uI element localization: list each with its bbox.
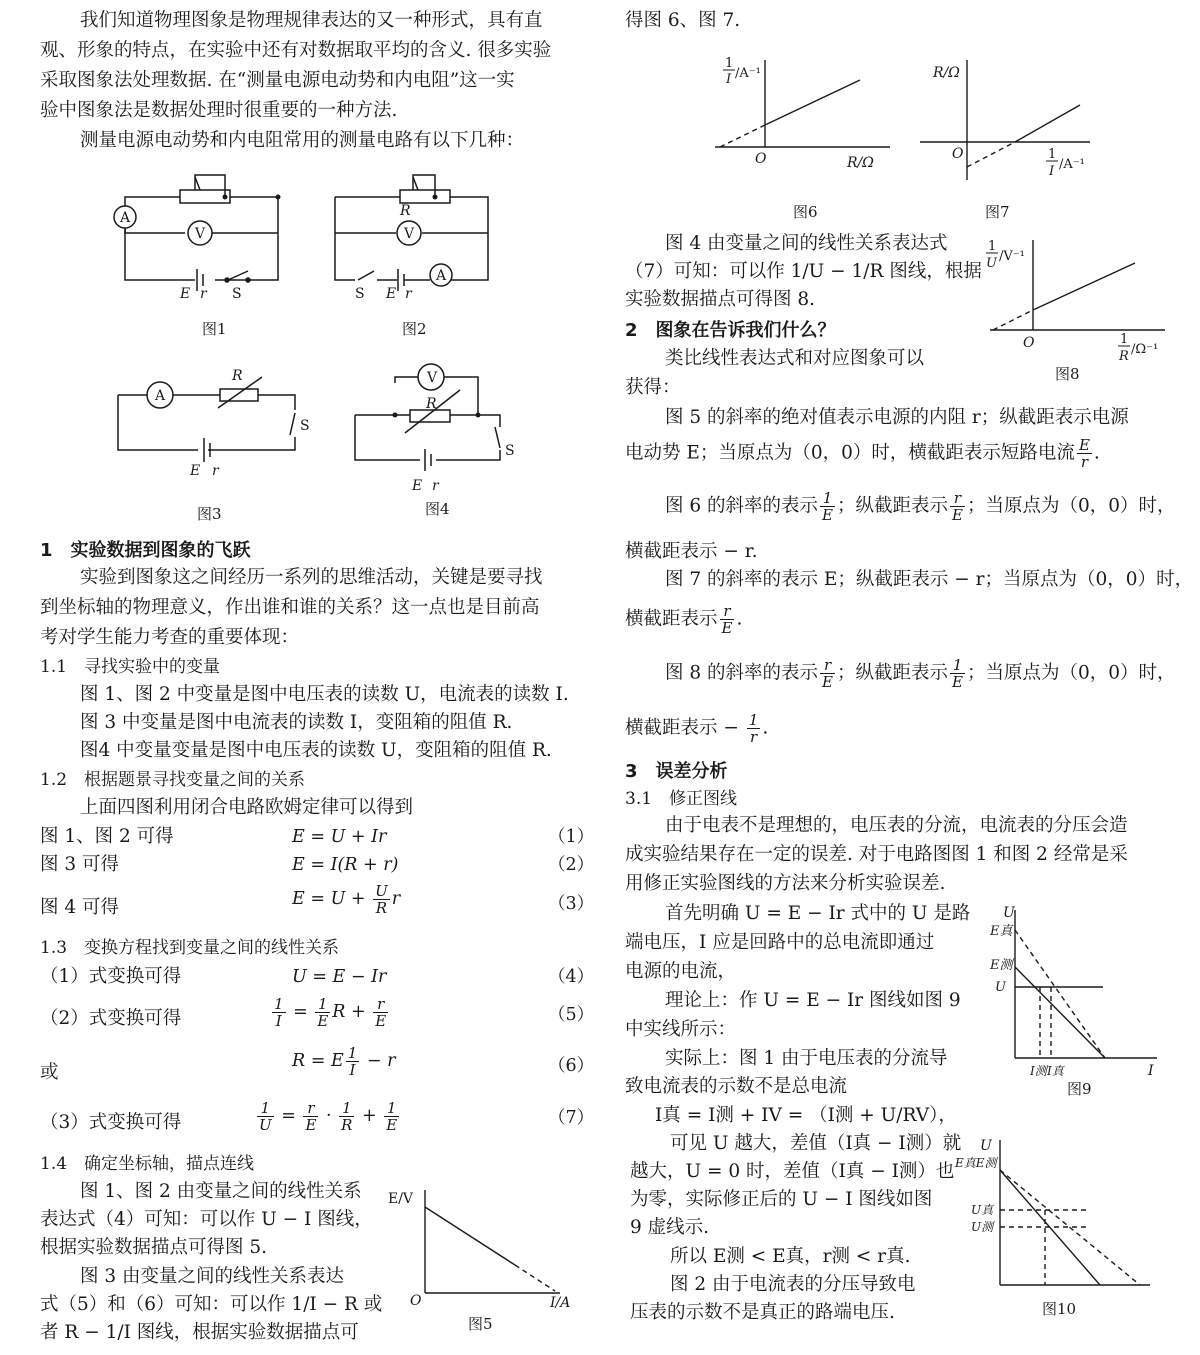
fig10-ylabel: U xyxy=(980,1138,992,1154)
svg-text:r: r xyxy=(200,286,207,302)
fig6-origin: O xyxy=(755,151,767,167)
svg-text:1: 1 xyxy=(988,239,997,254)
caption-fig6: 图6 xyxy=(793,203,818,221)
fig5-xlabel: I/A xyxy=(550,1295,571,1311)
svg-text:r: r xyxy=(405,286,412,302)
eq6-number: （6） xyxy=(548,1056,595,1076)
eq3: E = U + $\frac{U}{R}$ r xyxy=(292,882,401,917)
p9-line-7: 致电流表的示数不是总电流 xyxy=(625,1076,848,1097)
section-1-3-title: 1.3 变换方程找到变量之间的线性关系 xyxy=(40,938,340,958)
graph-fig10 xyxy=(955,1135,1155,1295)
eq7-number: （7） xyxy=(548,1108,595,1128)
eq5: $\frac{1}{I}$ = $\frac{1}{E}$ R + $\frac{r}{E}$ xyxy=(274,995,387,1030)
fig5-meaning-1: 图 5 的斜率的绝对值表示电源的内阻 r；纵截距表示电源 xyxy=(665,407,1129,428)
s2-line-1: 类比线性表达式和对应图象可以 xyxy=(665,348,925,369)
fig8-meaning-1: 图 8 的斜率的表示 $\frac{r}{E}$ ；纵截距表示 $\frac{1}{E}$ ；当原点为（0，0）时， xyxy=(665,656,1176,691)
eq3-number: （3） xyxy=(548,894,595,914)
fig6-meaning-2: 横截距表示 − r. xyxy=(625,541,758,562)
fig9-e-true: E真 xyxy=(990,924,1013,939)
svg-text:1: 1 xyxy=(1120,332,1129,347)
p9-line-8: I真 = I测 + IV = （I测 + U/RV）， xyxy=(655,1105,957,1126)
s14-line-5: 式（5）和（6）可知：可以作 1/I − R 或 xyxy=(40,1294,383,1315)
s31-line-3: 用修正实验图线的方法来分析实验误差. xyxy=(625,873,946,894)
p1-line-2: （7）可知：可以作 1/U − 1/R 图线，根据 xyxy=(625,261,982,282)
fig8-xlabel: /Ω⁻¹ xyxy=(1131,342,1159,357)
caption-fig8: 图8 xyxy=(1055,365,1080,383)
svg-text:E: E xyxy=(190,463,201,479)
fig5-origin: O xyxy=(410,1293,422,1309)
s14-line-2: 表达式（4）可知：可以作 U − I 图线， xyxy=(40,1209,373,1230)
intro-line-2: 观、形象的特点，在实验中还有对数据取平均的含义. 很多实验 xyxy=(40,40,552,61)
p9-line-5: 中实线所示： xyxy=(625,1019,737,1040)
right-top-line: 得图 6、图 7. xyxy=(625,10,741,31)
svg-text:U: U xyxy=(986,256,997,271)
eq5-label: （2）式变换可得 xyxy=(40,1008,182,1029)
s11-line-2: 图 3 中变量是图中电流表的读数 I，变阻箱的阻值 R. xyxy=(80,712,513,733)
caption-fig9: 图9 xyxy=(1067,1080,1092,1098)
caption-fig5: 图5 xyxy=(468,1315,493,1333)
fig8-origin: O xyxy=(1023,335,1035,351)
p1-line-1: 图 4 由变量之间的线性关系表达式 xyxy=(665,233,948,254)
p9-line-15: 压表的示数不是真正的路端电压. xyxy=(630,1302,895,1323)
p9-line-14: 图 2 由于电流表的分压导致电 xyxy=(670,1274,916,1295)
caption-fig7: 图7 xyxy=(985,203,1010,221)
svg-text:R: R xyxy=(232,368,243,384)
svg-text:S: S xyxy=(505,443,515,459)
graph-fig9 xyxy=(985,905,1160,1080)
fig10-u-true: U真 xyxy=(971,1203,994,1217)
p9-line-9: 可见 U 越大，差值（I真 − I测）就 xyxy=(670,1133,962,1154)
intro-line-5: 测量电源电动势和内电阻常用的测量电路有以下几种： xyxy=(80,130,525,151)
fig6-xlabel: R/Ω xyxy=(847,155,874,171)
fig9-i-true: I真 xyxy=(1047,1064,1064,1078)
s12-body: 上面四图利用闭合电路欧姆定律可以得到 xyxy=(80,797,414,818)
fig9-e-meas: E测 xyxy=(990,958,1013,973)
fig7-ylabel: R/Ω xyxy=(933,65,960,81)
p9-line-10: 越大，U = 0 时，差值（I真 − I测）也 xyxy=(630,1161,955,1182)
caption-fig1: 图1 xyxy=(202,320,227,338)
eq3-label: 图 4 可得 xyxy=(40,897,120,918)
svg-text:r: r xyxy=(432,478,439,494)
s14-line-3: 根据实验数据描点可得图 5. xyxy=(40,1237,268,1258)
p9-line-11: 为零，实际修正后的 U − I 图线如图 xyxy=(630,1189,933,1210)
svg-text:E: E xyxy=(386,286,397,302)
s11-line-3: 图4 中变量变量是图中电压表的读数 U，变阻箱的阻值 R. xyxy=(80,740,552,761)
fig9-ylabel: U xyxy=(1003,905,1015,921)
svg-text:S: S xyxy=(300,418,310,434)
svg-text:I: I xyxy=(1049,164,1055,179)
svg-text:V: V xyxy=(427,370,438,386)
p9-line-2: 端电压，I 应是回路中的总电流即通过 xyxy=(625,932,935,953)
eq2-number: （2） xyxy=(548,855,595,875)
eq1: E = U + Ir xyxy=(292,827,387,847)
fig8-ylabel: /V⁻¹ xyxy=(999,249,1025,264)
intro-line-1: 我们知道物理图象是物理规律表达的又一种形式，具有直 xyxy=(80,10,543,31)
s14-line-6: 者 R − 1/I 图线，根据实验数据描点可 xyxy=(40,1322,359,1343)
fig5-ylabel: E/V xyxy=(388,1191,414,1207)
p9-line-1: 首先明确 U = E − Ir 式中的 U 是路 xyxy=(665,903,971,924)
caption-fig3: 图3 xyxy=(197,505,222,523)
svg-text:1: 1 xyxy=(725,56,734,71)
svg-text:A: A xyxy=(155,388,166,404)
eq2: E = I(R + r) xyxy=(292,855,399,875)
fig5-meaning-2: 电动势 E；当原点为（0，0）时，横截距表示短路电流 $\frac{E}{r}$ . xyxy=(625,436,1100,471)
fig10-u-meas: U测 xyxy=(971,1220,994,1234)
s11-line-1: 图 1、图 2 中变量是图中电压表的读数 U，电流表的读数 I. xyxy=(80,684,569,705)
eq6: R = E $\frac{1}{I}$ − r xyxy=(292,1044,396,1079)
p9-line-13: 所以 E测 < E真，r测 < r真. xyxy=(670,1246,911,1267)
caption-fig10: 图10 xyxy=(1042,1300,1077,1318)
s31-line-2: 成实验结果存在一定的误差. 对于电路图图 1 和图 2 经常是采 xyxy=(625,844,1128,865)
svg-text:E: E xyxy=(180,286,191,302)
fig9-u: U xyxy=(995,980,1006,995)
eq6-label: 或 xyxy=(40,1062,59,1083)
fig6-meaning-1: 图 6 的斜率的表示 $\frac{1}{E}$ ；纵截距表示 $\frac{r}{E}$ ；当原点为（0，0）时， xyxy=(665,489,1176,524)
s14-line-4: 图 3 由变量之间的线性关系表达 xyxy=(80,1266,345,1287)
eq1-label: 图 1、图 2 可得 xyxy=(40,826,174,847)
p9-line-4: 理论上：作 U = E − Ir 图线如图 9 xyxy=(665,990,961,1011)
s31-line-1: 由于电表不是理想的，电压表的分流，电流表的分压会造 xyxy=(665,815,1128,836)
graph-fig8 xyxy=(985,235,1175,365)
section-1-title: 1 实验数据到图象的飞跃 xyxy=(40,540,251,561)
section-3-1-title: 3.1 修正图线 xyxy=(625,789,738,809)
eq4-label: （1）式变换可得 xyxy=(40,966,182,987)
caption-fig4: 图4 xyxy=(425,500,450,518)
svg-text:1: 1 xyxy=(1048,147,1057,162)
svg-text:R: R xyxy=(426,396,437,412)
fig7-meaning-1: 图 7 的斜率的表示 E；纵截距表示 − r；当原点为（0，0）时， xyxy=(665,569,1194,590)
eq2-label: 图 3 可得 xyxy=(40,854,120,875)
svg-text:V: V xyxy=(195,226,206,242)
section-1-1-title: 1.1 寻找实验中的变量 xyxy=(40,657,221,677)
fig7-origin: O xyxy=(952,146,964,162)
fig6-ylabel: /A⁻¹ xyxy=(735,66,761,81)
svg-text:r: r xyxy=(212,463,219,479)
svg-text:S: S xyxy=(232,286,242,302)
s2-line-2: 获得： xyxy=(625,377,681,398)
circuit-diagrams xyxy=(100,165,520,525)
s1-line-3: 考对学生能力考查的重要体现： xyxy=(40,627,300,648)
eq4: U = E − Ir xyxy=(292,967,387,987)
caption-fig2: 图2 xyxy=(402,320,427,338)
svg-text:E: E xyxy=(412,478,423,494)
s1-line-1: 实验到图象这之间经历一系列的思维活动，关键是要寻找 xyxy=(80,567,543,588)
graph-fig6 xyxy=(705,55,895,185)
graph-fig5 xyxy=(388,1185,580,1335)
graph-fig7 xyxy=(915,55,1105,185)
eq7: $\frac{1}{U}$ = $\frac{r}{E}$ · $\frac{1}{R}$ + $\frac{1}{E}$ xyxy=(259,1099,398,1134)
p1-line-3: 实验数据描点可得图 8. xyxy=(625,289,816,310)
eq5-number: （5） xyxy=(548,1005,595,1025)
p9-line-12: 9 虚线示. xyxy=(630,1217,710,1238)
eq4-number: （4） xyxy=(548,967,595,987)
intro-line-4: 验中图象法是数据处理时很重要的一种方法. xyxy=(40,100,398,121)
eq1-number: （1） xyxy=(548,827,595,847)
svg-text:I: I xyxy=(726,72,732,87)
s1-line-2: 到坐标轴的物理意义，作出谁和谁的关系？这一点也是目前高 xyxy=(40,597,540,618)
fig10-e-label: E真E测 xyxy=(955,1156,997,1170)
p9-line-6: 实际上：图 1 由于电压表的分流导 xyxy=(665,1048,948,1069)
fig8-meaning-2: 横截距表示 − $\frac{1}{r}$ . xyxy=(625,711,769,746)
intro-line-3: 采取图象法处理数据. 在“测量电源电动势和内电阻”这一实 xyxy=(40,70,515,91)
fig9-i-meas: I测 xyxy=(1030,1064,1047,1078)
svg-text:A: A xyxy=(120,210,131,226)
svg-text:R: R xyxy=(1119,349,1129,364)
svg-text:R: R xyxy=(400,203,411,219)
section-2-title: 2 图象在告诉我们什么？ xyxy=(625,320,836,341)
s14-line-1: 图 1、图 2 由变量之间的线性关系 xyxy=(80,1181,362,1202)
svg-text:V: V xyxy=(404,226,415,242)
eq7-label: （3）式变换可得 xyxy=(40,1112,182,1133)
section-1-2-title: 1.2 根据题景寻找变量之间的关系 xyxy=(40,770,306,790)
p9-line-3: 电源的电流， xyxy=(625,961,737,982)
section-1-4-title: 1.4 确定坐标轴，描点连线 xyxy=(40,1154,255,1174)
svg-text:S: S xyxy=(355,286,365,302)
fig7-xlabel: /A⁻¹ xyxy=(1059,157,1085,172)
fig7-meaning-2: 横截距表示 $\frac{r}{E}$ . xyxy=(625,602,743,637)
svg-text:A: A xyxy=(436,268,447,284)
section-3-title: 3 误差分析 xyxy=(625,761,728,782)
fig9-xlabel: I xyxy=(1148,1063,1154,1079)
